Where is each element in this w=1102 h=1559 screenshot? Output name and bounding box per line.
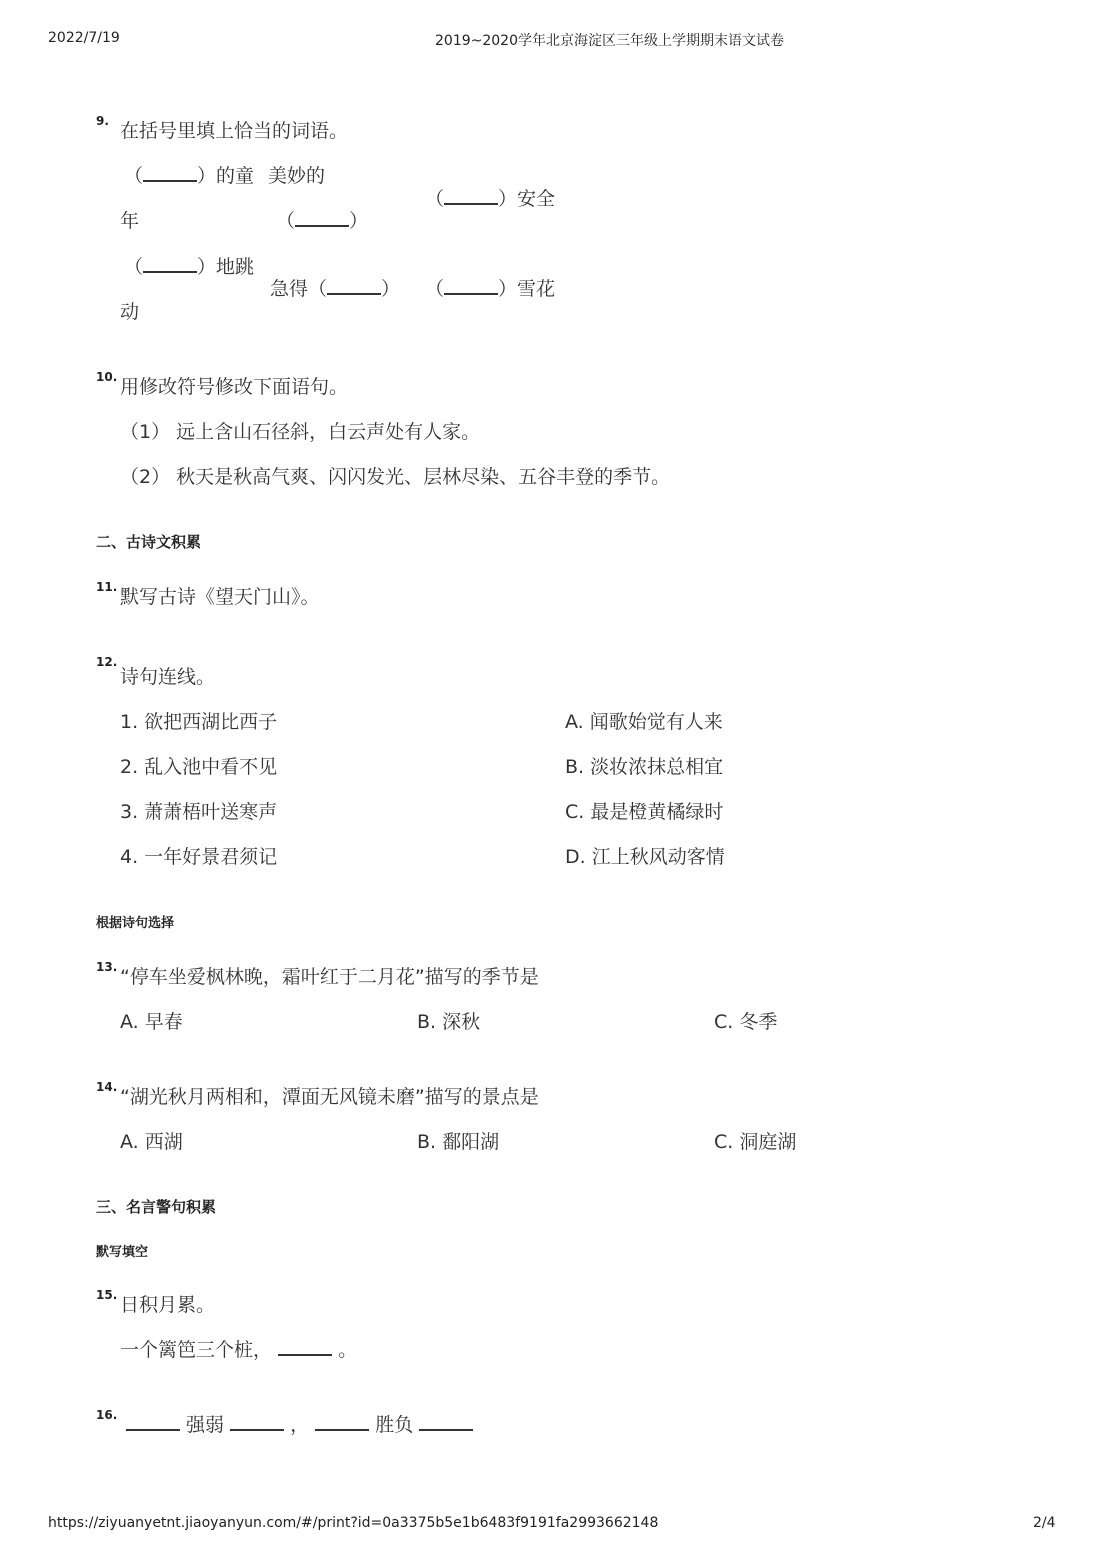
question-number-9: 9. (96, 114, 109, 128)
question-number-13: 13. (96, 960, 118, 974)
q14-option-a[interactable]: A. 西湖 (120, 1131, 183, 1153)
header-date: 2022/7/19 (48, 30, 120, 46)
question-9-prompt: 在括号里填上恰当的词语。 (120, 120, 349, 142)
question-15-line-1: 日积月累。 (120, 1294, 216, 1316)
q9-cell-4: （ ）地跳 (124, 256, 255, 278)
answer-blank[interactable] (295, 211, 349, 227)
q14-option-c[interactable]: C. 洞庭湖 (714, 1131, 797, 1153)
header-title: 2019~2020学年北京海淀区三年级上学期期末语文试卷 (435, 33, 784, 49)
subsection-title-poem-choice: 根据诗句选择 (96, 916, 175, 931)
question-12-prompt: 诗句连线。 (120, 666, 216, 688)
q12-left-4: 4. 一年好景君须记 (120, 846, 278, 868)
q10-item-1: （1） 远上含山石径斜，白云声处有人家。 (120, 421, 481, 443)
question-16-line: 强弱 ， 胜负 (126, 1410, 473, 1437)
answer-blank[interactable] (143, 166, 197, 182)
answer-blank[interactable] (444, 189, 498, 205)
answer-blank[interactable] (444, 279, 498, 295)
q9-cell-5: 急得（ ） (270, 278, 401, 300)
question-number-12: 12. (96, 655, 118, 669)
answer-blank[interactable] (327, 279, 381, 295)
q12-right-d: D. 江上秋风动客情 (565, 846, 725, 868)
q12-left-1: 1. 欲把西湖比西子 (120, 711, 278, 733)
q13-option-b[interactable]: B. 深秋 (417, 1011, 481, 1033)
q13-option-a[interactable]: A. 早春 (120, 1011, 183, 1033)
question-15-line-2: 一个篱笆三个桩， 。 (120, 1339, 358, 1361)
q9-cell-1-wrap: 年 (120, 210, 140, 232)
question-number-16: 16. (96, 1408, 118, 1422)
q12-right-a: A. 闻歌始觉有人来 (565, 711, 723, 733)
question-number-15: 15. (96, 1288, 118, 1302)
section-title-3: 三、名言警句积累 (96, 1198, 217, 1216)
q12-left-3: 3. 萧萧梧叶送寒声 (120, 801, 278, 823)
question-13-prompt: “停车坐爱枫林晚，霜叶红于二月花”描写的季节是 (120, 966, 539, 988)
question-number-10: 10. (96, 370, 118, 384)
subsection-title-fill: 默写填空 (96, 1245, 149, 1260)
q9-cell-6: （ ）雪花 (425, 278, 556, 300)
answer-blank[interactable] (230, 1415, 284, 1431)
q10-item-2: （2） 秋天是秋高气爽、闪闪发光、层林尽染、五谷丰登的季节。 (120, 466, 671, 488)
section-title-2: 二、古诗文积累 (96, 533, 202, 551)
q12-right-c: C. 最是橙黄橘绿时 (565, 801, 724, 823)
answer-blank[interactable] (419, 1415, 473, 1431)
q14-option-b[interactable]: B. 鄱阳湖 (417, 1131, 500, 1153)
question-number-11: 11. (96, 580, 118, 594)
q9-cell-3: （ ）安全 (425, 188, 556, 210)
q13-option-c[interactable]: C. 冬季 (714, 1011, 778, 1033)
answer-blank[interactable] (278, 1340, 332, 1356)
footer-url[interactable]: https://ziyuanyetnt.jiaoyanyun.com/#/print?id=0a3375b5e1b6483f9191fa2993662148 (48, 1515, 659, 1531)
q9-cell-2: 美妙的 (268, 165, 326, 187)
answer-blank[interactable] (143, 257, 197, 273)
question-number-14: 14. (96, 1080, 118, 1094)
q12-left-2: 2. 乱入池中看不见 (120, 756, 278, 778)
q9-cell-1: （ ）的童 (124, 165, 255, 187)
question-14-prompt: “湖光秋月两相和，潭面无风镜未磨”描写的景点是 (120, 1086, 539, 1108)
q12-right-b: B. 淡妆浓抹总相宜 (565, 756, 724, 778)
q9-cell-4-wrap: 动 (120, 301, 140, 323)
footer-page-number: 2/4 (1033, 1515, 1056, 1531)
answer-blank[interactable] (315, 1415, 369, 1431)
question-10-prompt: 用修改符号修改下面语句。 (120, 376, 349, 398)
question-11-prompt: 默写古诗《望天门山》。 (120, 586, 320, 608)
answer-blank[interactable] (126, 1415, 180, 1431)
q9-cell-2-blank: （ ） (276, 210, 369, 232)
